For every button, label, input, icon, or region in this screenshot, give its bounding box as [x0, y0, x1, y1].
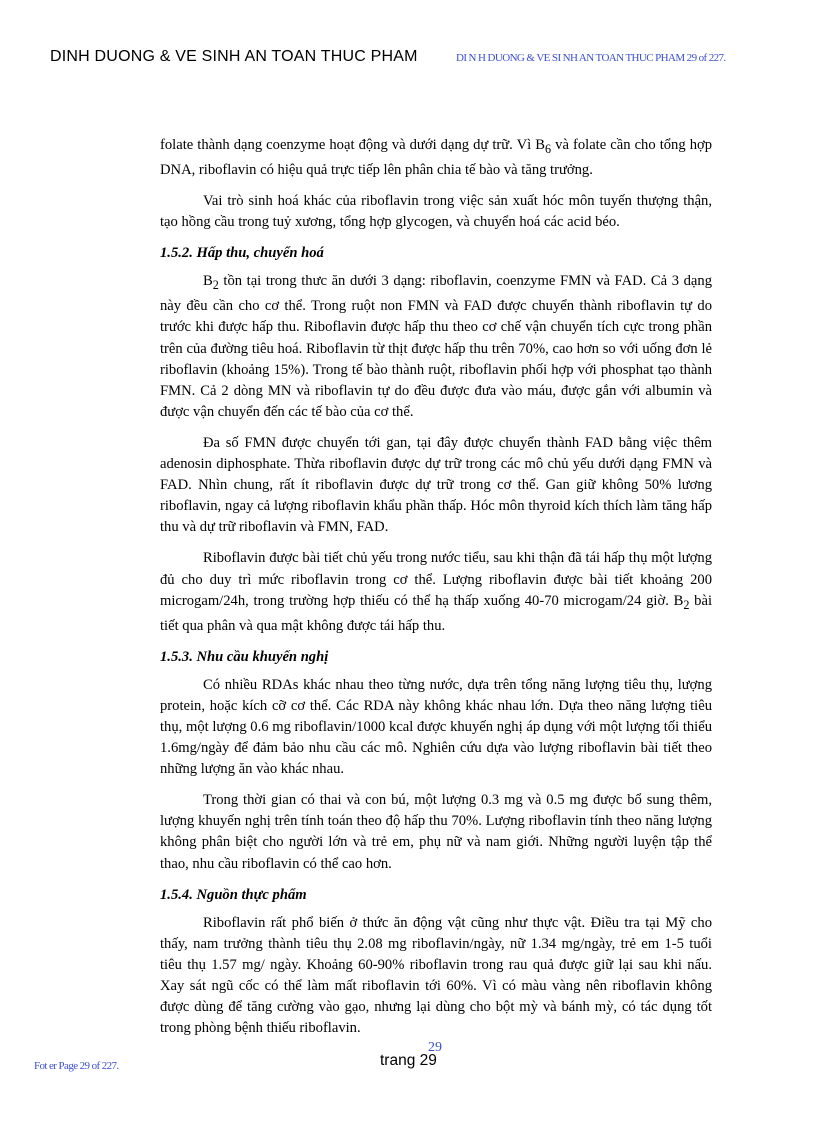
footer-page-label: trang 29 — [380, 1052, 437, 1069]
document-body — [160, 135, 712, 1049]
paragraph: Vai trò sinh hoá khác của riboflavin trong việc sản xuất hóc môn tuyến thượng thận, tạo hồng cầu trong tuỷ xương, tổng hợp glycogen, và chuyển hoá các acid béo. — [160, 193, 712, 231]
paragraph: $B_2$ tồn tại trong thưc ăn dưới 3 dạng: riboflavin, coenzyme FMN và FAD. Cả 3 dạng này đều cần cho cơ thể. Trong ruột non FMN và FAD được chuyển thành riboflavin tự do trước khi được hấp thu. Riboflavin được hấp thu theo cơ chế vận chuyển tích cực trong phần trên của đường tiêu hoá. Riboflavin từ thịt được hấp thu trên 70%, cao hơn so với uống đơn lẻ riboflavin (khoảng 15%). Trong tế bào thành ruột, riboflavin phối hợp với phosphat tạo thành FMN. Cả 2 dòng MN và riboflavin tự do đều được đưa vào máu, được gắn với albumin và được vận chuyển đến các tế bào của cơ thể. — [160, 273, 712, 420]
paragraph: Riboflavin được bài tiết chủ yếu trong nước tiểu, sau khi thận đã tái hấp thụ một lượng đủ cho duy trì mức riboflavin trong cơ thể. Lượng riboflavin được bài tiết khoảng 200 microgam/24h, trong trường hợp thiếu có thể hạ thấp xuống 40-70 microgam/24 giờ. $B_2$ bài tiết qua phân và qua mật không được tái hấp thu. — [160, 550, 713, 634]
paragraph: folate thành dạng coenzyme hoạt động và dưới dạng dự trữ. Vì $B_6$ và folate cần cho tổng hợp DNA, riboflavin có hiệu quả trực tiếp lên phân chia tế bào và tăng trưởng. — [160, 137, 713, 178]
section-heading-1-5-2: 1.5.2. Hấp thu, chuyển hoá — [160, 245, 324, 262]
running-header-page-ref: DI N H DUONG & VE SI NH AN TOAN THUC PHAM 29 of 227. — [456, 52, 726, 64]
section-heading-1-5-3: 1.5.3. Nhu cầu khuyến nghị — [160, 648, 329, 665]
footer-page-number: 29 — [428, 1040, 442, 1055]
running-header-title: DINH DUONG & VE SINH AN TOAN THUC PHAM — [50, 48, 418, 65]
paragraph: Riboflavin rất phổ biến ở thức ăn động vật cũng như thực vật. Điều tra tại Mỹ cho thấy, nam trưởng thành tiêu thụ 2.08 mg riboflavin/ngày, nữ 1.34 mg/ngày, trẻ em 1-5 tuổi tiêu thụ 1.57 mg/ ngày. Khoảng 60-90% riboflavin trong rau quả được giữ lại sau khi nấu. Xay sát ngũ cốc có thể làm mất riboflavin tới 60%. Vì có màu vàng nên riboflavin không được dùng để tăng cường vào gạo, nhưng lại dùng cho bột mỳ và bánh mỳ, có tác dụng tốt trong phòng bệnh thiếu riboflavin. — [160, 914, 712, 1037]
paragraph: Có nhiều RDAs khác nhau theo từng nước, dựa trên tổng năng lượng tiêu thụ, lượng protein, hoặc kích cỡ cơ thể. Các RDA này không khác nhau lớn. Dựa theo năng lượng tiêu thụ, một lượng 0.6 mg riboflavin/1000 kcal được khuyến nghị áp dụng với một lượng tối thiểu 1.6mg/ngày để đảm bảo nhu cầu các mô. Nghiên cứu dựa vào lượng riboflavin bài tiết theo những lượng ăn vào khác nhau. — [160, 676, 712, 778]
footer-page-ref: Fot er Page 29 of 227. — [34, 1060, 119, 1072]
section-heading-1-5-4: 1.5.4. Nguồn thực phẩm — [160, 886, 307, 903]
paragraph: Trong thời gian có thai và con bú, một lượng 0.3 mg và 0.5 mg được bổ sung thêm, lượng khuyến nghị trên tính toán theo độ hấp thu 70%. Lượng riboflavin tính theo năng lượng không phân biệt cho người lớn và trẻ em, phụ nữ và nam giới. Những người luyện tập thể thao, nhu cầu riboflavin có thể cao hơn. — [160, 792, 712, 872]
paragraph: Đa số FMN được chuyển tới gan, tại đây được chuyển thành FAD bằng việc thêm adenosin diphosphate. Thừa riboflavin được dự trữ trong các mô chủ yếu dưới dạng FMN và FAD. Nhìn chung, rất ít riboflavin được dự trữ trong cơ thể. Gan giữ không 50% lương riboflavin, ngay cả lượng riboflavin khẩu phần thấp. Hóc môn thyroid kích thích làm tăng hấp thu và dự trữ riboflavin và FMN, FAD. — [160, 434, 712, 536]
